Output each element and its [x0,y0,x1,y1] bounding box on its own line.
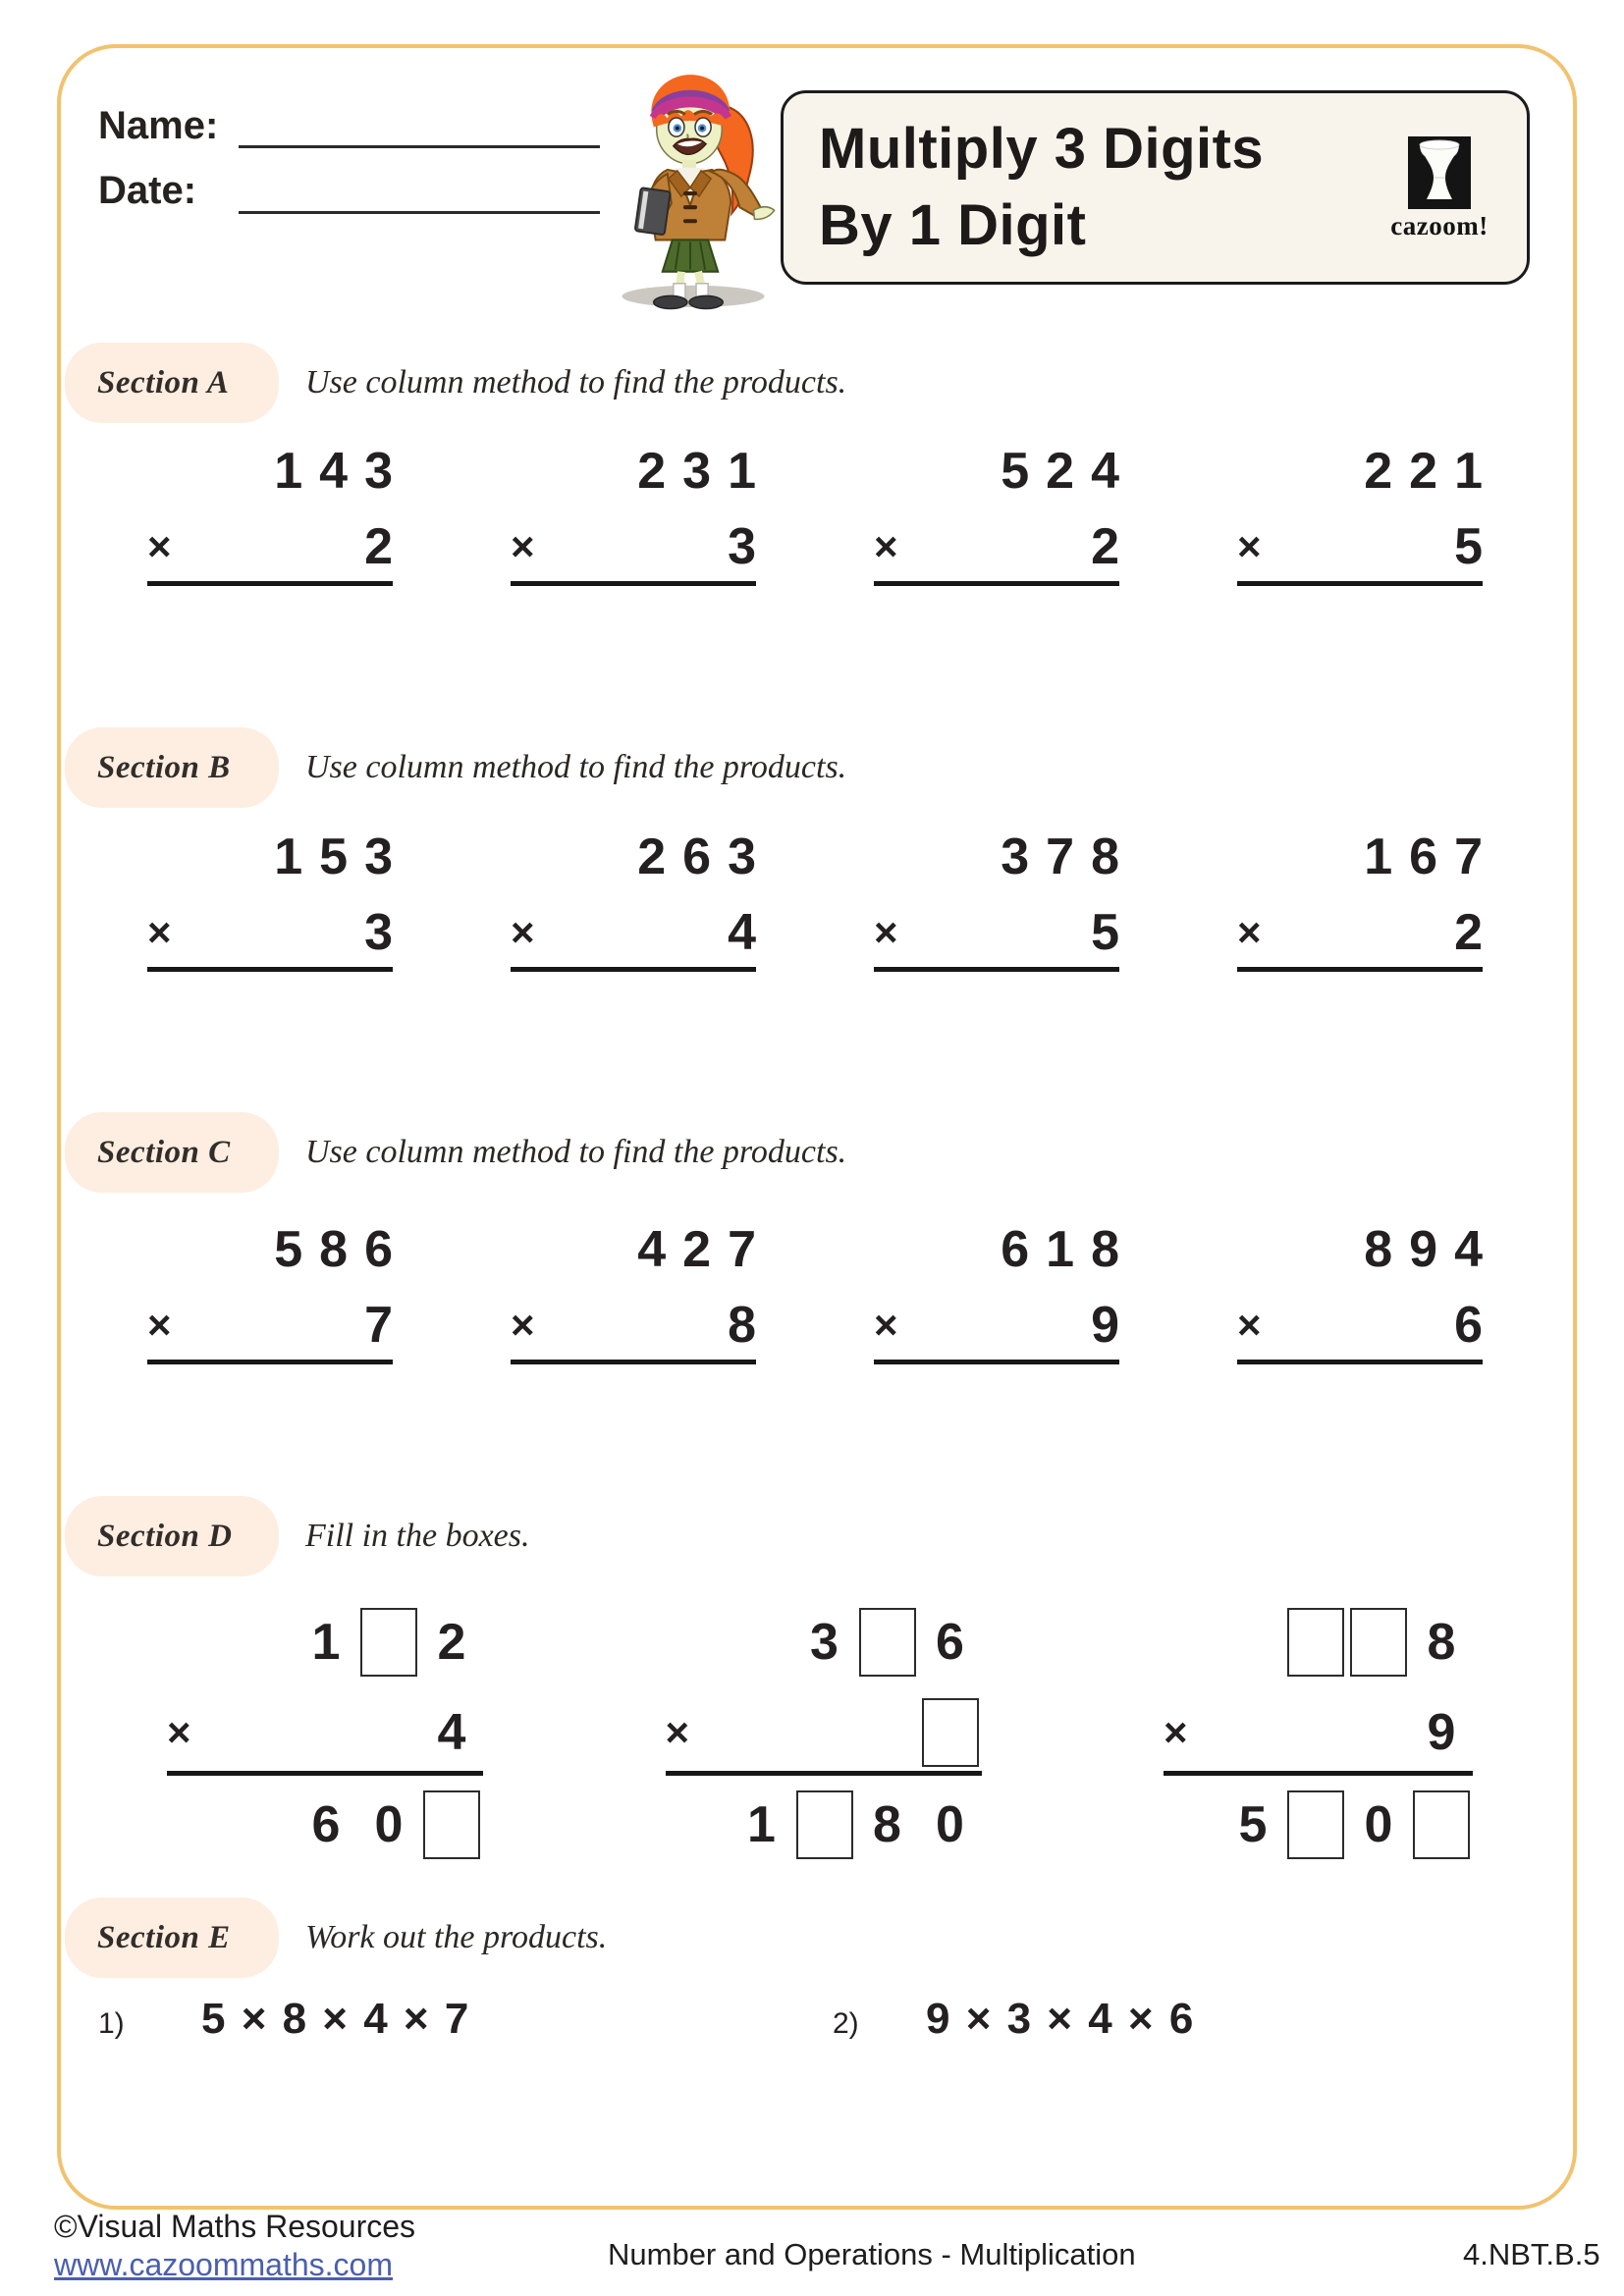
multiplicand: 427 [637,1221,773,1278]
multiplier: 9 [1091,1297,1136,1354]
cell-row [1284,1604,1473,1681]
multiply-sign: × [665,1709,690,1755]
multiplier-row [147,1297,409,1354]
multiplier: 7 [364,1297,409,1354]
section-d-instruction: Fill in the boxes. [305,1518,530,1554]
column-multiplication-problem [147,1221,409,1364]
multiplicand-row [1164,1604,1473,1681]
multiplier: 5 [1454,518,1499,575]
cell-row [919,1694,982,1771]
expression-problem [833,1995,1195,2044]
answer-box [360,1608,417,1677]
multiplier-row [1237,518,1499,575]
answer-box [1413,1790,1470,1859]
answer-line [874,1360,1119,1364]
column-multiplication-problem [511,828,773,972]
section-c-pill [65,1112,279,1193]
answer-line [147,581,393,586]
digit-cell: 8 [873,1796,901,1853]
answer-line [1237,967,1483,972]
multiplier: 2 [364,518,409,575]
product-row [167,1786,483,1864]
blank-box-cell [357,1604,420,1681]
cazoom-logo [1376,136,1503,241]
multiplier: 3 [728,518,773,575]
multiplier-row [874,518,1136,575]
blank-box-cell [420,1786,483,1864]
multiplier: 8 [728,1297,773,1354]
multiplicand: 221 [1364,443,1499,500]
multiply-sign: × [1237,909,1262,955]
multiplicand-row [666,1604,982,1681]
expression: 9 × 3 × 4 × 6 [926,1995,1196,2043]
answer-line [511,581,756,586]
multiplicand: 586 [274,1221,409,1278]
blank-box-cell [919,1694,982,1771]
problem-number: 1) [98,2007,125,2040]
digit-cell: 6 [311,1796,341,1853]
fill-in-boxes-problem [1164,1604,1473,1864]
digit-cell: 3 [810,1614,839,1671]
section-e-label: Section E [97,1919,231,1955]
answer-box [423,1790,480,1859]
multiplier: 3 [364,904,409,961]
section-c-instruction: Use column method to find the products. [305,1134,847,1170]
answer-line [1164,1771,1473,1776]
section-a-pill [65,343,279,423]
multiplier: 4 [728,904,773,961]
cell-row [420,1694,483,1771]
multiply-sign: × [511,523,535,569]
multiply-sign: × [511,909,535,955]
expression: 5 × 8 × 4 × 7 [201,1995,471,2043]
section-b-instruction: Use column method to find the products. [305,749,847,785]
section-d-pill [65,1496,279,1576]
fill-in-boxes-problem [666,1604,982,1864]
footer-topic: Number and Operations - Multiplication [608,2237,1136,2271]
cell-row [793,1604,982,1681]
answer-line [167,1771,483,1776]
multiplier-row [1164,1704,1473,1761]
column-multiplication-problem [1237,443,1499,586]
section-c-label: Section C [97,1134,231,1170]
column-multiplication-problem [511,1221,773,1364]
multiply-sign: × [1237,1302,1262,1348]
answer-line [874,967,1119,972]
digit-cell: 1 [311,1614,341,1671]
multiplier-row [1237,1297,1499,1354]
section-b-pill [65,727,279,808]
title-line-1: Multiply 3 Digits [819,117,1265,181]
section-b-label: Section B [97,749,231,785]
answer-line [666,1771,982,1776]
blank-box-cell [1410,1786,1473,1864]
cell-row [295,1604,483,1681]
multiplier-row [874,1297,1136,1354]
answer-box [922,1698,979,1767]
section-a-problems [147,443,1499,586]
digit-cell: 0 [374,1796,404,1853]
name-write-line [239,145,600,148]
section-a-label: Section A [97,364,230,400]
answer-line [874,581,1119,586]
blank-box-cell [1284,1604,1347,1681]
multiplicand: 167 [1364,828,1499,885]
multiply-sign: × [874,909,898,955]
column-multiplication-problem [874,443,1136,586]
multiply-sign: × [874,1302,898,1348]
multiply-sign: × [1164,1709,1188,1755]
multiplier-row [511,904,773,961]
schoolgirl-illustration [591,55,795,312]
multiplier: 6 [1454,1297,1499,1354]
answer-line [147,967,393,972]
blank-box-cell [856,1604,919,1681]
name-label: Name: [98,104,219,147]
blank-box-cell [1347,1604,1410,1681]
answer-line [511,967,756,972]
digit-cell: 6 [936,1614,964,1671]
cell-row [1410,1694,1473,1771]
column-multiplication-problem [147,443,409,586]
section-d-label: Section D [97,1518,233,1554]
fill-in-boxes-problem [167,1604,483,1864]
section-d-problems [167,1604,1473,1864]
column-multiplication-problem [874,1221,1136,1364]
multiplicand: 263 [637,828,773,885]
answer-box [1287,1608,1344,1677]
multiplier-row [874,904,1136,961]
column-multiplication-problem [1237,828,1499,972]
section-e-problems [0,1995,1624,2063]
blank-box-cell [1284,1786,1347,1864]
digit-cell: 2 [437,1614,466,1671]
multiplier-row [511,518,773,575]
digit-cell: 8 [1427,1614,1456,1671]
multiply-sign: × [147,909,172,955]
digit-cell: 0 [936,1796,964,1853]
footer-standard-code: 4.NBT.B.5 [1463,2237,1600,2271]
multiplicand: 143 [274,443,409,500]
title-line-2: By 1 Digit [819,193,1087,257]
drum-icon [1408,136,1471,209]
problem-number: 2) [833,2007,859,2040]
multiplicand: 894 [1364,1221,1499,1278]
multiplier: 2 [1454,904,1499,961]
multiplier-row [147,518,409,575]
footer-website-link[interactable]: www.cazoommaths.com [54,2247,393,2282]
expression-problem [98,1995,470,2044]
multiply-sign: × [167,1709,191,1755]
multiplier-row [167,1704,483,1761]
answer-box [796,1790,853,1859]
multiply-sign: × [147,523,172,569]
answer-box [859,1608,916,1677]
multiplicand: 524 [1001,443,1136,500]
multiply-sign: × [874,523,898,569]
digit-cell: 5 [1238,1796,1268,1853]
multiply-sign: × [511,1302,535,1348]
multiplier-row [666,1704,982,1761]
section-b-problems [147,828,1499,972]
cell-row [731,1786,982,1864]
blank-box-cell [793,1786,856,1864]
multiplicand: 378 [1001,828,1136,885]
multiplicand: 153 [274,828,409,885]
multiplier-row [1237,904,1499,961]
column-multiplication-problem [874,828,1136,972]
multiplicand: 231 [637,443,773,500]
cell-row [1221,1786,1473,1864]
multiplier-row [511,1297,773,1354]
multiplicand: 618 [1001,1221,1136,1278]
digit-cell: 9 [1427,1704,1456,1761]
footer-copyright: ©Visual Maths Resources [54,2209,416,2244]
multiplier: 2 [1091,518,1136,575]
multiplier: 5 [1091,904,1136,961]
cell-row [295,1786,483,1864]
section-c-problems [147,1221,1499,1364]
logo-wordmark: cazoom! [1390,211,1489,240]
date-write-line [239,211,600,214]
section-a-instruction: Use column method to find the products. [305,364,847,400]
multiplicand-row [167,1604,483,1681]
multiply-sign: × [147,1302,172,1348]
column-multiplication-problem [147,828,409,972]
digit-cell: 4 [437,1704,466,1761]
title-box [781,90,1530,285]
date-label: Date: [98,169,197,212]
answer-line [1237,1360,1483,1364]
digit-cell: 0 [1364,1796,1393,1853]
worksheet-title [819,111,1264,264]
digit-cell: 1 [747,1796,776,1853]
multiply-sign: × [1237,523,1262,569]
product-row [666,1786,982,1864]
section-e-instruction: Work out the products. [305,1919,608,1955]
product-row [1164,1786,1473,1864]
answer-line [147,1360,393,1364]
section-e-pill [65,1897,279,1978]
column-multiplication-problem [1237,1221,1499,1364]
multiplier-row [147,904,409,961]
answer-box [1287,1790,1344,1859]
answer-line [1237,581,1483,586]
column-multiplication-problem [511,443,773,586]
answer-box [1350,1608,1407,1677]
answer-line [511,1360,756,1364]
